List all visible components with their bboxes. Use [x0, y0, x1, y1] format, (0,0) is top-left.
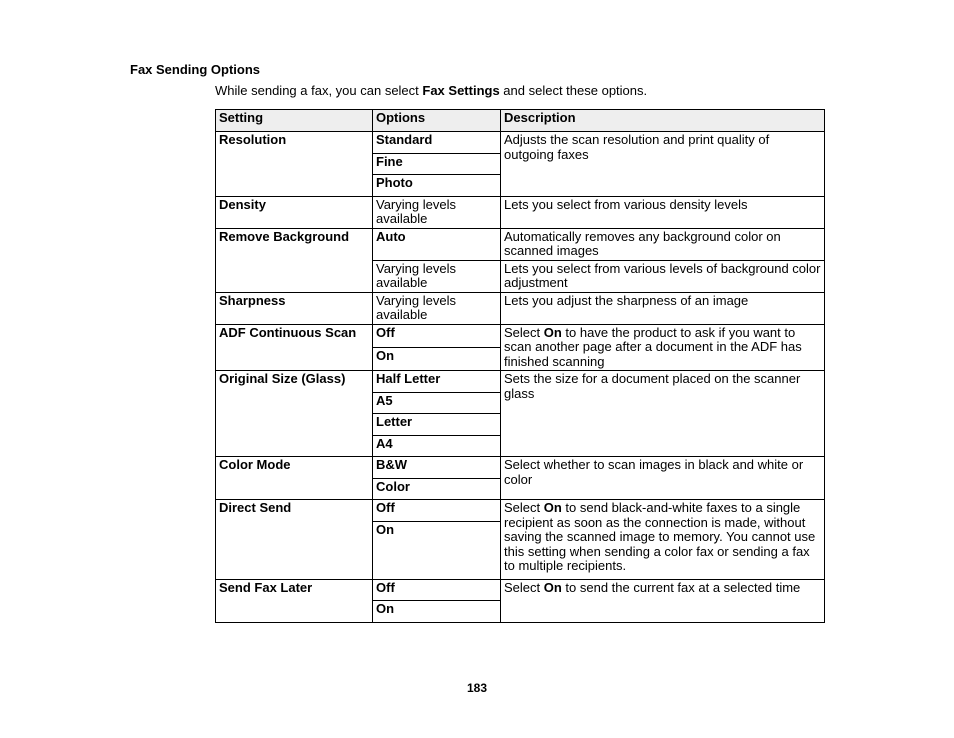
- desc-bold: On: [543, 579, 562, 595]
- table-row: [216, 324, 825, 347]
- option-cell: On: [373, 601, 501, 623]
- option-cell: Half Letter: [373, 371, 501, 393]
- option-cell: Letter: [373, 414, 501, 436]
- intro-text: [215, 83, 647, 98]
- option-cell: Photo: [373, 175, 501, 197]
- option-cell: B&W: [373, 457, 501, 479]
- desc-before: Select: [504, 500, 544, 515]
- description-cell: Adjusts the scan resolution and print quality of outgoing faxes: [501, 132, 825, 197]
- option-cell: Varying levels available: [373, 292, 501, 324]
- setting-adf-continuous-scan: ADF Continuous Scan: [216, 324, 373, 371]
- setting-direct-send: Direct Send: [216, 500, 373, 580]
- desc-after: to send black-and-white faxes to a single recipient as soon as the connection is made, without saving the scanned image to memory. You cannot use this setting when sending a color fax or sending a fax to multiple recipients.: [504, 500, 816, 573]
- desc-bold: On: [543, 500, 562, 515]
- fax-options-table: [215, 109, 825, 623]
- intro-after: and select these options.: [499, 83, 648, 98]
- setting-resolution: Resolution: [216, 132, 373, 197]
- setting-density: Density: [216, 196, 373, 228]
- table-row: [216, 457, 825, 479]
- option-cell: A4: [373, 435, 501, 457]
- setting-original-size: Original Size (Glass): [216, 371, 373, 457]
- description-cell: Lets you select from various density levels: [501, 196, 825, 228]
- section-title: Fax Sending Options: [130, 62, 261, 77]
- description-cell: Automatically removes any background color on scanned images: [501, 228, 825, 260]
- desc-after: to send the current fax at a selected time: [561, 579, 801, 595]
- option-cell: Off: [373, 579, 501, 601]
- table-row: [216, 196, 825, 228]
- option-cell: Off: [373, 324, 501, 347]
- description-cell: Lets you adjust the sharpness of an image: [501, 292, 825, 324]
- desc-before: Select: [504, 579, 544, 595]
- setting-sharpness: Sharpness: [216, 292, 373, 324]
- intro-before: While sending a fax, you can select: [215, 83, 423, 98]
- option-cell: Auto: [373, 228, 501, 260]
- table-header-row: [216, 110, 825, 132]
- option-cell: Color: [373, 478, 501, 500]
- description-cell: [501, 324, 825, 371]
- option-cell: Varying levels available: [373, 260, 501, 292]
- header-setting: Setting: [216, 110, 373, 132]
- page-number: 183: [466, 681, 488, 695]
- description-cell: Lets you select from various levels of background color adjustment: [501, 260, 825, 292]
- table-row: [216, 228, 825, 260]
- header-options: Options: [373, 110, 501, 132]
- description-cell: Select whether to scan images in black and white or color: [501, 457, 825, 500]
- table-row: [216, 371, 825, 393]
- description-cell: [501, 500, 825, 580]
- table-row: [216, 292, 825, 324]
- desc-after: to have the product to ask if you want to scan another page after a document in the ADF has finished scanning: [504, 324, 802, 369]
- description-cell: Sets the size for a document placed on the scanner glass: [501, 371, 825, 457]
- option-cell: On: [373, 347, 501, 370]
- option-cell: Fine: [373, 153, 501, 175]
- desc-bold: On: [543, 324, 562, 340]
- option-cell: On: [373, 521, 501, 579]
- header-description: Description: [501, 110, 825, 132]
- option-cell: A5: [373, 392, 501, 414]
- option-cell: Off: [373, 500, 501, 522]
- table-row: [216, 579, 825, 601]
- option-cell: Varying levels available: [373, 196, 501, 228]
- setting-remove-background: Remove Background: [216, 228, 373, 292]
- table-row: [216, 132, 825, 154]
- table-row: [216, 500, 825, 522]
- desc-before: Select: [504, 324, 544, 340]
- setting-color-mode: Color Mode: [216, 457, 373, 500]
- intro-bold: Fax Settings: [422, 83, 500, 98]
- option-cell: Standard: [373, 132, 501, 154]
- description-cell: [501, 579, 825, 622]
- setting-send-fax-later: Send Fax Later: [216, 579, 373, 622]
